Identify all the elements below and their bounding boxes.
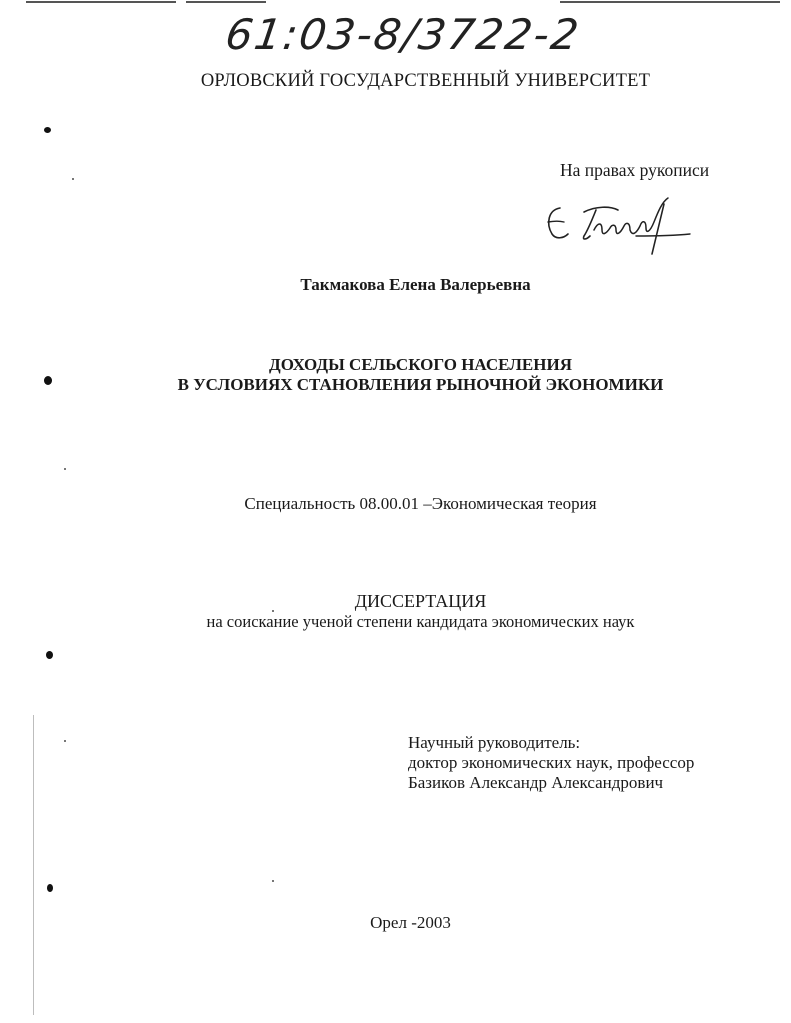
scan-top-rule (560, 1, 780, 3)
scan-top-rule (186, 1, 266, 3)
dissertation-title-line-1: ДОХОДЫ СЕЛЬСКОГО НАСЕЛЕНИЯ (269, 355, 572, 374)
supervisor-label: Научный руководитель: (408, 733, 581, 752)
punch-hole-mark (47, 884, 53, 892)
scan-speck (72, 178, 74, 180)
author-signature (540, 190, 700, 260)
scan-edge-line (33, 715, 34, 1015)
scan-top-rule (26, 1, 176, 3)
registration-number: 61:03-8/3722-2 (222, 10, 584, 59)
supervisor-degree: доктор экономических наук, профессор (408, 753, 695, 772)
dissertation-subtitle: на соискание ученой степени кандидата экономических наук (206, 612, 635, 631)
scan-speck (272, 880, 274, 882)
scan-speck (64, 740, 66, 742)
supervisor-name: Базиков Александр Александрович (408, 773, 664, 792)
city-year: Орел -2003 (370, 913, 451, 932)
author-name: Такмакова Елена Валерьевна (300, 275, 531, 294)
university-name: ОРЛОВСКИЙ ГОСУДАРСТВЕННЫЙ УНИВЕРСИТЕТ (200, 71, 651, 91)
dissertation-title-line-2: В УСЛОВИЯХ СТАНОВЛЕНИЯ РЫНОЧНОЙ ЭКОНОМИКИ (177, 375, 664, 394)
punch-hole-mark (44, 127, 51, 133)
dissertation-label: ДИССЕРТАЦИЯ (354, 591, 487, 611)
specialty: Специальность 08.00.01 –Экономическая теория (244, 494, 597, 513)
punch-hole-mark (46, 651, 53, 659)
manuscript-note: На правах рукописи (560, 160, 710, 180)
scan-speck (64, 468, 66, 470)
